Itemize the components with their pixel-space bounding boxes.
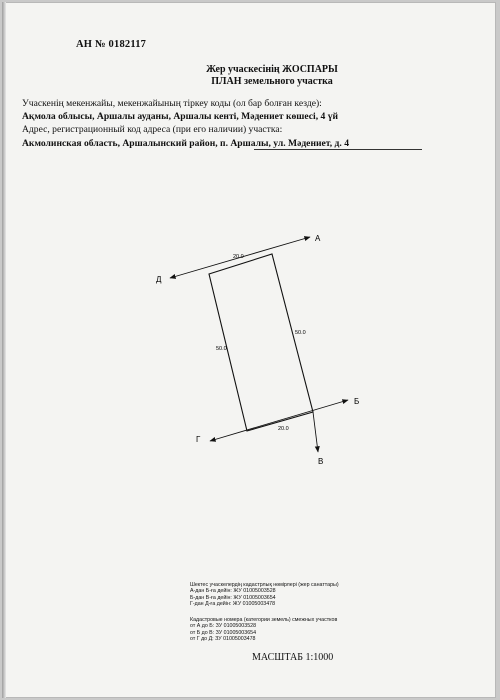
title-russian: ПЛАН земельного участка [211,76,333,87]
neighbors-russian-row: от А до Б: ЗУ 01005003528 [190,623,257,630]
neighbors-russian-row: от Г до Д: ЗУ 01005003478 [190,636,256,643]
neighbors-kazakh-row: А-дан Б-ға дейін: ЖУ 01005003528 [190,588,276,595]
neighbors-kazakh [190,582,339,608]
neighbors-russian-row: от Б до В: ЗУ 01005003654 [190,629,257,636]
dimension-bottom: 20.0 [278,426,289,432]
scale-label: МАСШТАБ 1:1000 [252,652,334,663]
dimension-right: 50.0 [295,330,306,336]
corner-label-b: Б [354,397,360,406]
address-value-kazakh: Ақмола облысы, Аршалы ауданы, Аршалы кенті, Мәдениет көшесі, 4 үй [22,111,339,122]
neighbors-kazakh-row: Б-дан В-ға дейін: ЖУ 01005003654 [190,594,276,601]
corner-label-d: Д [156,275,162,284]
corner-label-v: В [318,457,324,466]
dimension-top: 20.0 [233,254,244,260]
edge-extension-v [313,412,318,452]
neighbors-russian [190,617,337,643]
neighbors-kazakh-row: Г-дан Д-ға дейін: ЖУ 01005003478 [190,601,276,608]
document-number: АН № 0182117 [76,39,147,50]
baseline-bottom [210,400,348,441]
title-kazakh: Жер учаскесінің ЖОСПАРЫ [206,64,338,75]
dimension-left: 50.0 [216,346,227,352]
corner-label-a: А [315,234,321,243]
address-value-russian: Акмолинская область, Аршалынский район, п. Аршалы, ул. Мәдениет, д. 4 [22,138,349,149]
address-label-kazakh: Учаскенің мекенжайы, мекенжайының тіркеу коды (ол бар болған кезде): [22,98,322,109]
neighbors-kazakh-header: Шектес учаскелердің кадастрлық нөмірлері (жер санаттары) [190,582,339,588]
corner-label-g: Г [196,435,201,444]
address-label-russian: Адрес, регистрационный код адреса (при его наличии) участка: [22,124,283,135]
neighbors-russian-header: Кадастровые номера (категории земель) смежных участков [190,617,338,623]
plot-boundary [209,254,313,431]
